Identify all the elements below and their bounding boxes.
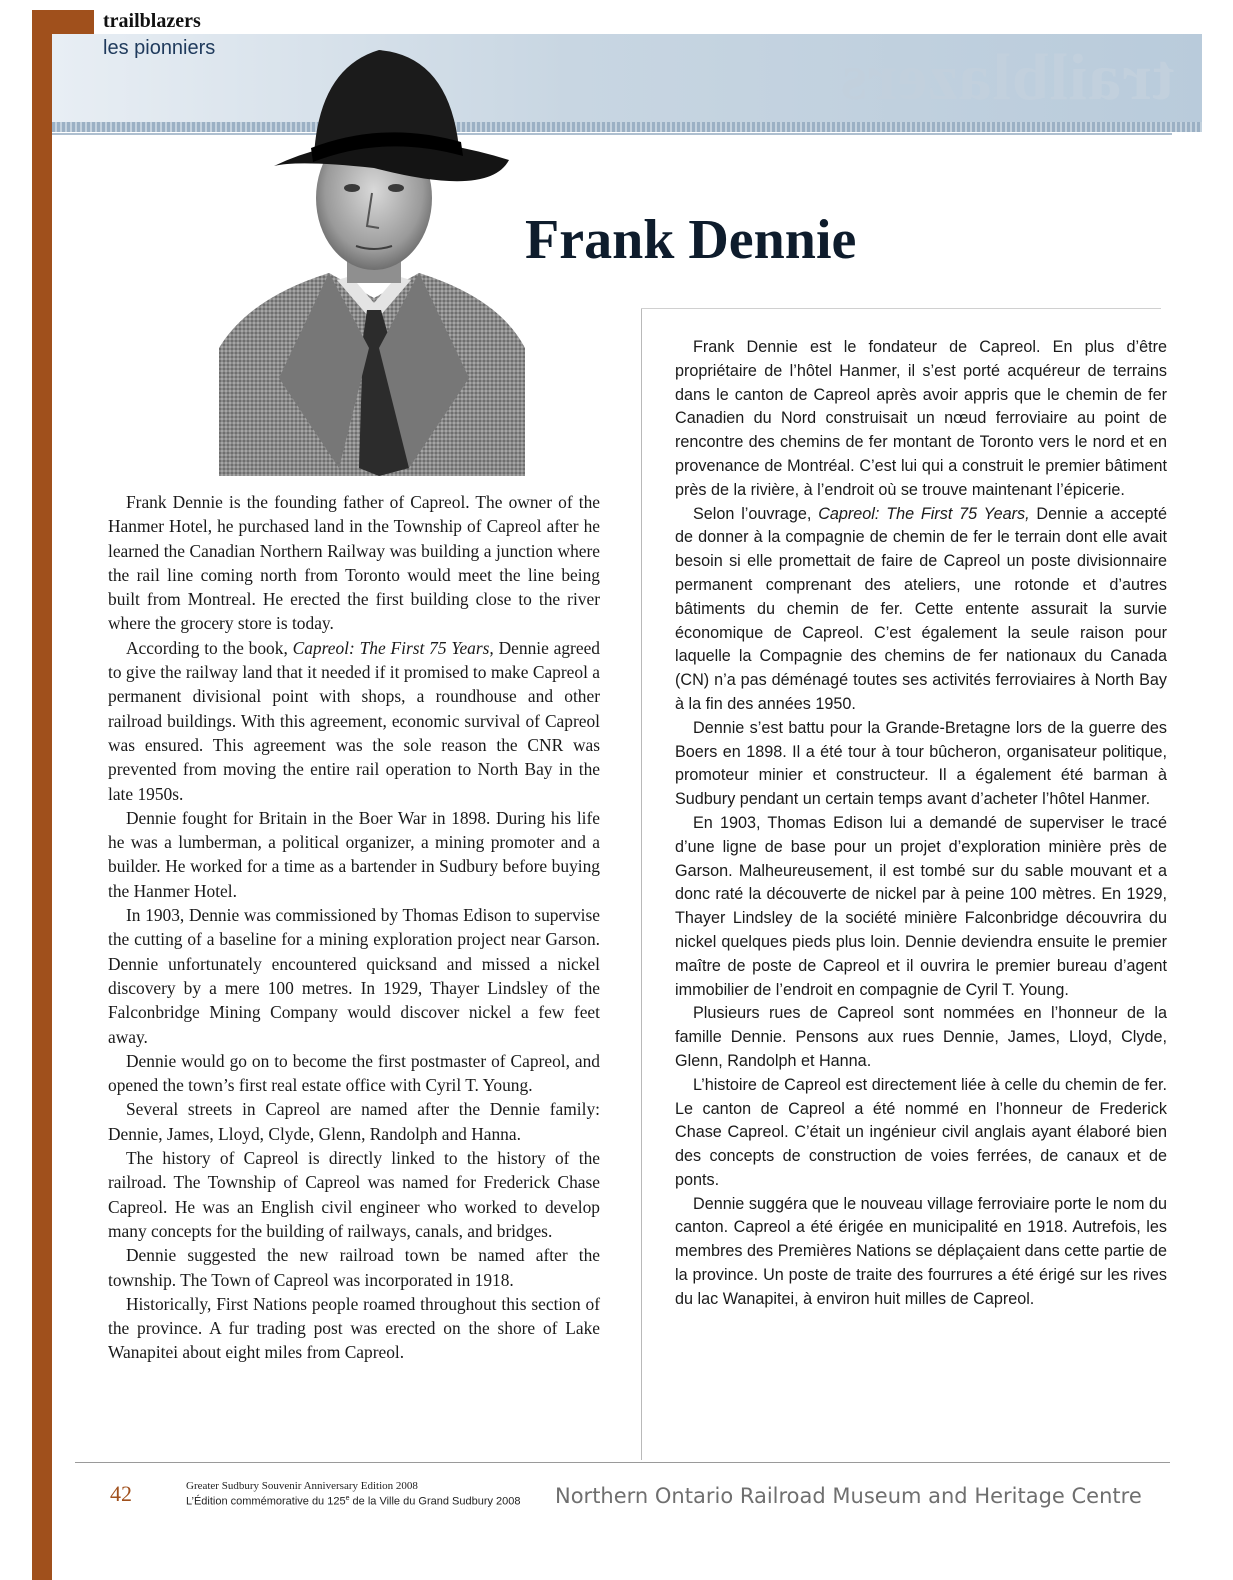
page-number: 42	[110, 1481, 132, 1506]
pub-fr-text: L’Édition commémorative du 125	[186, 1495, 346, 1508]
en-paragraph: Dennie suggested the new railroad town be named after the township. The Town of Capreol was incorporated in 1918.	[108, 1245, 600, 1290]
fr-paragraph	[675, 503, 1167, 717]
en-paragraph: Historically, First Nations people roamed throughout this section of the province. A fur trading post was erected on the shore of Lake Wanapitei about eight miles from Capreol.	[108, 1293, 600, 1363]
fr-paragraph: Frank Dennie est le fondateur de Capreol. En plus d’être propriétaire de l’hôtel Hanmer, il s’est porté acquéreur de terrains dans le canton de Capreol après avoir appris que le chemin de fer Canadien du Nord construisait un nœud ferroviaire au point de rencontre des chemins de fer montant de Toronto vers le nord et en provenance de Montréal. C’est lui qui a construit le premier bâtiment près de la rivière, à l’endroit où se trouve maintenant l’épicerie.	[675, 338, 1167, 499]
fr-paragraph: Dennie s’est battu pour la Grande-Bretagne lors de la guerre des Boers en 1898. Il a été tour à tour bûcheron, organisateur politique, promoteur minier et constructeur. Il a également été barman à Sudbury pendant un certain temps avant d’acheter l’hôtel Hanmer.	[675, 718, 1167, 809]
left-accent-bar	[32, 10, 52, 1580]
fr-paragraph: Plusieurs rues de Capreol sont nommées en l’honneur de la famille Dennie. Pensons aux rues Dennie, James, Lloyd, Clyde, Glenn, Randolph et Hanna.	[675, 1004, 1167, 1070]
section-label-en: trailblazers	[103, 10, 201, 32]
en-text: Dennie agreed to give the railway land that it needed if it promised to make Capreol a permanent divisional point with shops, a roundhouse and other railroad buildings. With this agreement, economic survival of Capreol was ensured. This agreement was the sole reason the CNR was prevented from moving the entire rail operation to North Bay in the late 1950s.	[108, 637, 600, 804]
fr-text: Dennie a accepté de donner à la compagnie de chemin de fer le terrain dont elle avait besoin si elle promettait de faire de Capreol un poste divisionnaire permanent comprenant des ateliers, une rotonde et d’autres bâtiments du chemin de fer. Cette entente assurait la survie économique de Capreol. C’est également la seule raison pour laquelle la Compagnie des chemins de fer nationaux du Canada (CN) n’a pas déménagé toutes ses activités ferroviaires à North Bay à la fin des années 1950.	[675, 504, 1167, 713]
article-title: Frank Dennie	[525, 209, 857, 271]
publication-name-fr	[186, 1495, 521, 1508]
en-paragraph: Frank Dennie is the founding father of Capreol. The owner of the Hanmer Hotel, he purchased land in the Township of Capreol after he learned the Canadian Northern Railway was building a junction where the rail line coming north from Toronto would meet the line being built from Montreal. He erected the first building close to the river where the grocery store is today.	[108, 492, 600, 634]
publication-name-en: Greater Sudbury Souvenir Anniversary Edition 2008	[186, 1480, 418, 1492]
portrait-photo	[219, 48, 525, 476]
museum-credit: Northern Ontario Railroad Museum and Heritage Centre	[555, 1484, 1142, 1508]
header-watermark: trailblazers	[840, 41, 1175, 114]
en-paragraph: Dennie would go on to become the first postmaster of Capreol, and opened the town’s first real estate office with Cyril T. Young.	[108, 1050, 600, 1096]
section-label-fr: les pionniers	[103, 37, 216, 59]
fr-paragraph: Dennie suggéra que le nouveau village ferroviaire porte le nom du canton. Capreol a été érigée en municipalité en 1918. Autrefois, les membres des Premières Nations se déplaçaient dans cette partie de la province. Un poste de traite des fourrures a été érigé sur les rives du lac Wanapitei, à environ huit milles de Capreol.	[675, 1194, 1167, 1308]
fr-text: Selon l’ouvrage,	[693, 504, 819, 523]
pub-fr-text: de la Ville du Grand Sudbury 2008	[349, 1495, 521, 1508]
book-title: Capreol: The First 75 Years,	[818, 504, 1030, 523]
fr-paragraph: L’histoire de Capreol est directement liée à celle du chemin de fer. Le canton de Capreol a été nommé en l’honneur de Frederick Chase Capreol. C’était un ingénieur civil anglais ayant élaboré bien des concepts de construction de voies ferrées, de canaux et de ponts.	[675, 1075, 1167, 1189]
en-paragraph	[108, 636, 600, 806]
en-paragraph: The history of Capreol is directly linked to the history of the railroad. The Township of Capreol was named for Frederick Chase Capreol. He was an English civil engineer who worked to develop many concepts for the building of railways, canals, and bridges.	[108, 1148, 600, 1241]
pub-fr-sup: e	[345, 1495, 350, 1502]
french-column	[675, 336, 1167, 1312]
en-text: According to the book,	[126, 637, 293, 658]
column-top-rule	[641, 308, 1161, 309]
column-divider	[641, 308, 642, 1460]
en-paragraph: Dennie fought for Britain in the Boer War in 1898. During his life he was a lumberman, a political organizer, a mining promoter and a builder. He worked for a time as a bartender in Sudbury before buying the Hanmer Hotel.	[108, 807, 600, 901]
fr-paragraph: En 1903, Thomas Edison lui a demandé de superviser le tracé d’une ligne de base pour un projet d’exploration minière près de Garson. Malheureusement, il est tombé sur du sable mouvant et a donc raté la découverte de nickel par à peine 100 mètres. En 1929, Thayer Lindsley de la société minière Falconbridge découvrira du nickel quelques pieds plus loin. Dennie deviendra ensuite le premier maître de poste de Capreol et il ouvrira le premier bureau d’agent immobilier de l’endroit en compagnie de Cyril T. Young.	[675, 813, 1167, 999]
en-paragraph: In 1903, Dennie was commissioned by Thomas Edison to supervise the cutting of a baseline for a mining exploration project near Garson. Dennie unfortunately encountered quicksand and missed a nickel discovery by a mere 100 metres. In 1929, Thayer Lindsley of the Falconbridge Mining Company would discover nickel a few feet away.	[108, 905, 600, 1047]
english-column	[108, 490, 600, 1365]
book-title: Capreol: The First 75 Years,	[292, 637, 494, 658]
footer-rule	[75, 1462, 1170, 1463]
en-paragraph: Several streets in Capreol are named after the Dennie family: Dennie, James, Lloyd, Clyde, Glenn, Randolph and Hanna.	[108, 1099, 600, 1144]
